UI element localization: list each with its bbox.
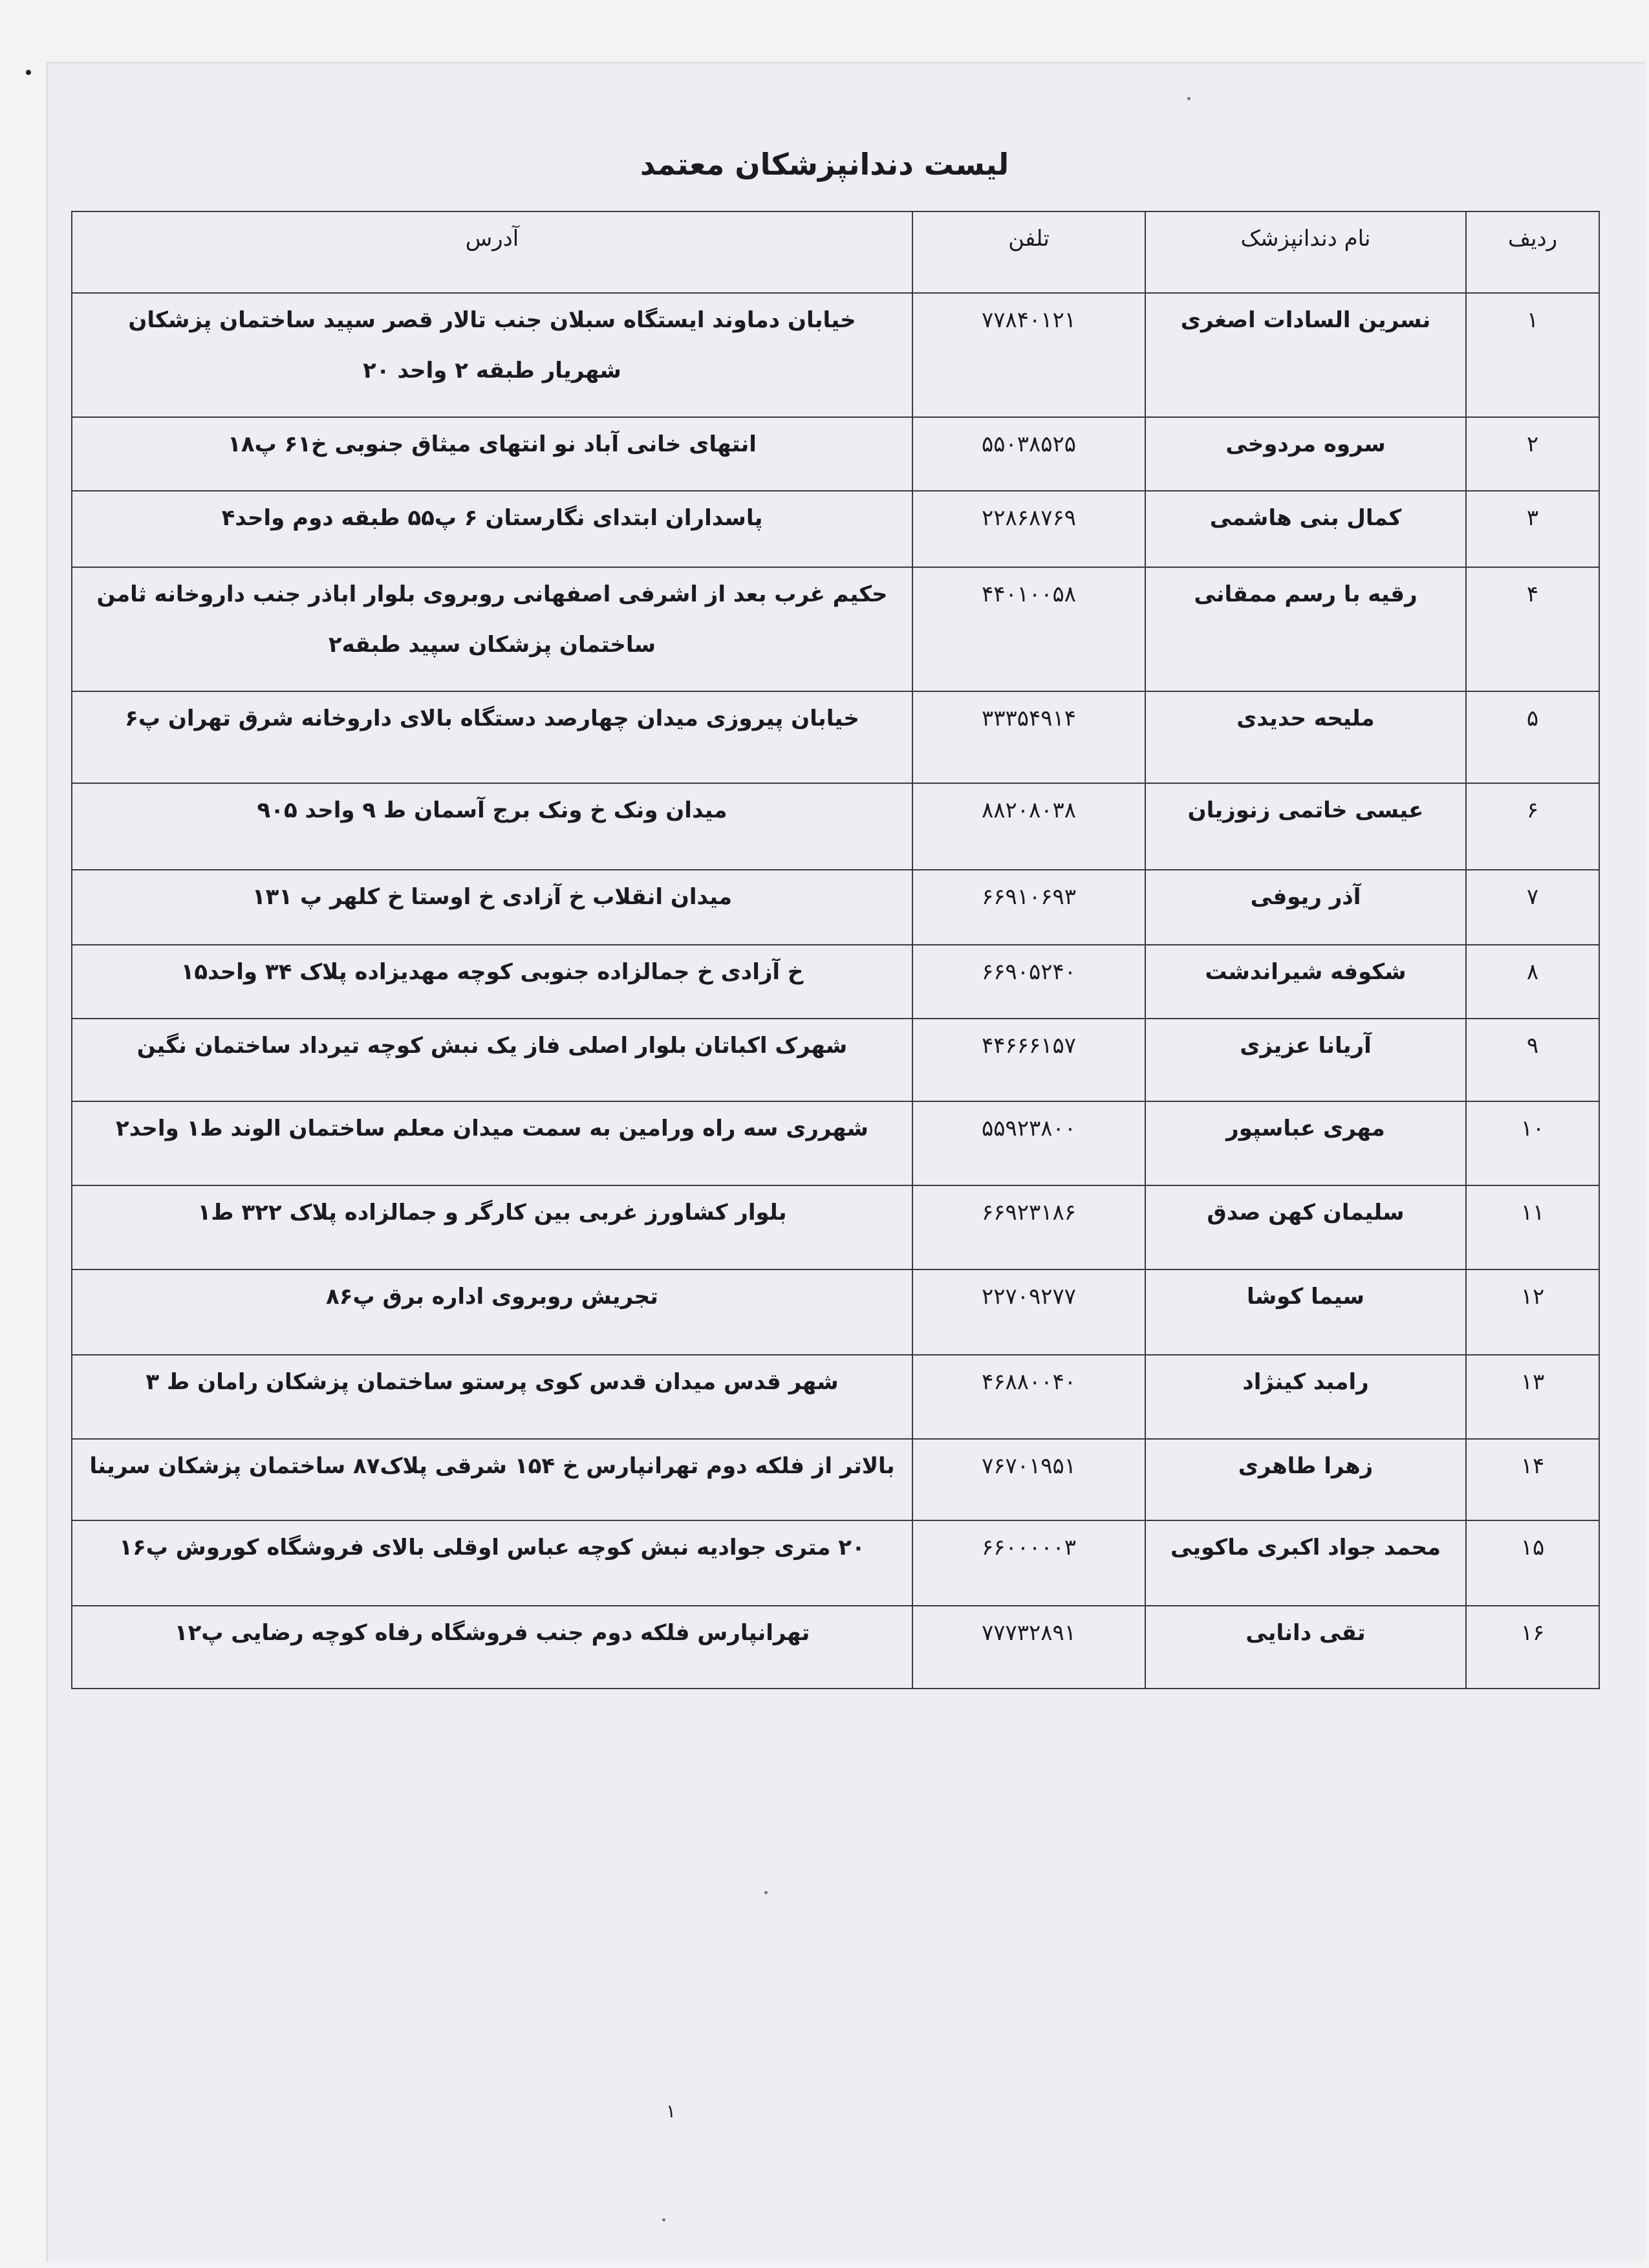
address-cell: شهرک اکباتان بلوار اصلی فاز یک نبش کوچه تیرداد ساختمان نگین xyxy=(72,1019,912,1101)
table-row xyxy=(72,1355,1599,1439)
row-number-cell: ۱۳ xyxy=(1466,1355,1599,1439)
dentist-name-cell: زهرا طاهری xyxy=(1145,1439,1466,1520)
dentist-name-cell: مهری عباسپور xyxy=(1145,1101,1466,1185)
row-number-cell: ۳ xyxy=(1466,491,1599,567)
row-number-cell: ۱۰ xyxy=(1466,1101,1599,1185)
address-cell: شهرری سه راه ورامین به سمت میدان معلم ساختمان الوند ط۱ واحد۲ xyxy=(72,1101,912,1185)
row-number-cell: ۱۵ xyxy=(1466,1520,1599,1606)
dentist-name-cell: سیما کوشا xyxy=(1145,1269,1466,1355)
header-phone: تلفن xyxy=(912,211,1145,293)
table-row xyxy=(72,691,1599,783)
row-number-cell: ۱۴ xyxy=(1466,1439,1599,1520)
address-cell: حکیم غرب بعد از اشرفی اصفهانی روبروی بلوار اباذر جنب داروخانه ثامن ساختمان پزشکان سپید طبقه۲ xyxy=(72,567,912,691)
phone-cell: ۷۷۷۳۲۸۹۱ xyxy=(912,1606,1145,1689)
address-cell: شهر قدس میدان قدس کوی پرستو ساختمان پزشکان رامان ط ۳ xyxy=(72,1355,912,1439)
dentist-name-cell: تقی دانایی xyxy=(1145,1606,1466,1689)
row-number-cell: ۱۶ xyxy=(1466,1606,1599,1689)
address-cell: بالاتر از فلکه دوم تهرانپارس خ ۱۵۴ شرقی پلاک۸۷ ساختمان پزشکان سرینا xyxy=(72,1439,912,1520)
row-number-cell: ۶ xyxy=(1466,783,1599,870)
scan-corner-mark xyxy=(26,70,31,75)
phone-cell: ۶۶۹۲۳۱۸۶ xyxy=(912,1185,1145,1269)
address-cell: بلوار کشاورز غربی بین کارگر و جمالزاده پلاک ۳۲۲ ط۱ xyxy=(72,1185,912,1269)
table-row xyxy=(72,945,1599,1019)
dentist-name-cell: آذر ریوفی xyxy=(1145,870,1466,945)
header-row-number: ردیف xyxy=(1466,211,1599,293)
phone-cell: ۳۳۳۵۴۹۱۴ xyxy=(912,691,1145,783)
table-row xyxy=(72,1520,1599,1606)
dentist-name-cell: کمال بنی هاشمی xyxy=(1145,491,1466,567)
table-row xyxy=(72,1606,1599,1689)
row-number-cell: ۵ xyxy=(1466,691,1599,783)
phone-cell: ۸۸۲۰۸۰۳۸ xyxy=(912,783,1145,870)
phone-cell: ۶۶۹۰۵۲۴۰ xyxy=(912,945,1145,1019)
scan-speck xyxy=(1187,97,1191,100)
dentist-name-cell: محمد جواد اکبری ماکویی xyxy=(1145,1520,1466,1606)
page-mark: ۱ xyxy=(666,2101,676,2122)
address-cell: خیابان پیروزی میدان چهارصد دستگاه بالای داروخانه شرق تهران پ۶ xyxy=(72,691,912,783)
row-number-cell: ۱۲ xyxy=(1466,1269,1599,1355)
dentist-name-cell: رامبد کینژاد xyxy=(1145,1355,1466,1439)
dentist-name-cell: سلیمان کهن صدق xyxy=(1145,1185,1466,1269)
table-row xyxy=(72,567,1599,691)
phone-cell: ۴۶۸۸۰۰۴۰ xyxy=(912,1355,1145,1439)
row-number-cell: ۱ xyxy=(1466,293,1599,417)
dentist-name-cell: سروه مردوخی xyxy=(1145,417,1466,491)
row-number-cell: ۲ xyxy=(1466,417,1599,491)
table-row xyxy=(72,491,1599,567)
table-row xyxy=(72,1185,1599,1269)
phone-cell: ۵۵۰۳۸۵۲۵ xyxy=(912,417,1145,491)
table-row xyxy=(72,1269,1599,1355)
address-cell: خ آزادی خ جمالزاده جنوبی کوچه مهدیزاده پلاک ۳۴ واحد۱۵ xyxy=(72,945,912,1019)
table-row xyxy=(72,1019,1599,1101)
table-row xyxy=(72,1101,1599,1185)
row-number-cell: ۴ xyxy=(1466,567,1599,691)
dentist-name-cell: آریانا عزیزی xyxy=(1145,1019,1466,1101)
dentist-name-cell: عیسی خاتمی زنوزیان xyxy=(1145,783,1466,870)
scan-speck xyxy=(764,1891,768,1894)
address-cell: میدان انقلاب خ آزادی خ اوستا خ کلهر پ ۱۳۱ xyxy=(72,870,912,945)
dentist-name-cell: رقیه با رسم ممقانی xyxy=(1145,567,1466,691)
table-row xyxy=(72,870,1599,945)
phone-cell: ۲۲۸۶۸۷۶۹ xyxy=(912,491,1145,567)
phone-cell: ۷۶۷۰۱۹۵۱ xyxy=(912,1439,1145,1520)
phone-cell: ۷۷۸۴۰۱۲۱ xyxy=(912,293,1145,417)
dentist-name-cell: شکوفه شیراندشت xyxy=(1145,945,1466,1019)
table-row xyxy=(72,1439,1599,1520)
phone-cell: ۴۴۰۱۰۰۵۸ xyxy=(912,567,1145,691)
table-row xyxy=(72,783,1599,870)
row-number-cell: ۸ xyxy=(1466,945,1599,1019)
row-number-cell: ۹ xyxy=(1466,1019,1599,1101)
address-cell: میدان ونک خ ونک برج آسمان ط ۹ واحد ۹۰۵ xyxy=(72,783,912,870)
phone-cell: ۵۵۹۲۳۸۰۰ xyxy=(912,1101,1145,1185)
header-dentist-name: نام دندانپزشک xyxy=(1145,211,1466,293)
address-cell: انتهای خانی آباد نو انتهای میثاق جنوبی خ۶۱ پ۱۸ xyxy=(72,417,912,491)
phone-cell: ۶۶۹۱۰۶۹۳ xyxy=(912,870,1145,945)
page-title: لیست دندانپزشکان معتمد xyxy=(640,146,1009,182)
dentist-name-cell: نسرین السادات اصغری xyxy=(1145,293,1466,417)
phone-cell: ۲۲۷۰۹۲۷۷ xyxy=(912,1269,1145,1355)
address-cell: ۲۰ متری جوادیه نبش کوچه عباس اوقلی بالای فروشگاه کوروش پ۱۶ xyxy=(72,1520,912,1606)
table-header-row xyxy=(72,211,1599,293)
table-row xyxy=(72,417,1599,491)
dentist-table xyxy=(71,211,1600,1689)
address-cell: تجریش روبروی اداره برق پ۸۶ xyxy=(72,1269,912,1355)
phone-cell: ۶۶۰۰۰۰۰۳ xyxy=(912,1520,1145,1606)
address-cell: خیابان دماوند ایستگاه سبلان جنب تالار قصر سپید ساختمان پزشکان شهریار طبقه ۲ واحد ۲۰ xyxy=(72,293,912,417)
address-cell: پاسداران ابتدای نگارستان ۶ پ۵۵ طبقه دوم واحد۴ xyxy=(72,491,912,567)
address-cell: تهرانپارس فلکه دوم جنب فروشگاه رفاه کوچه رضایی پ۱۲ xyxy=(72,1606,912,1689)
row-number-cell: ۷ xyxy=(1466,870,1599,945)
dentist-name-cell: ملیحه حدیدی xyxy=(1145,691,1466,783)
table-row xyxy=(72,293,1599,417)
phone-cell: ۴۴۶۶۶۱۵۷ xyxy=(912,1019,1145,1101)
header-address: آدرس xyxy=(72,211,912,293)
scan-speck xyxy=(662,2218,665,2221)
row-number-cell: ۱۱ xyxy=(1466,1185,1599,1269)
